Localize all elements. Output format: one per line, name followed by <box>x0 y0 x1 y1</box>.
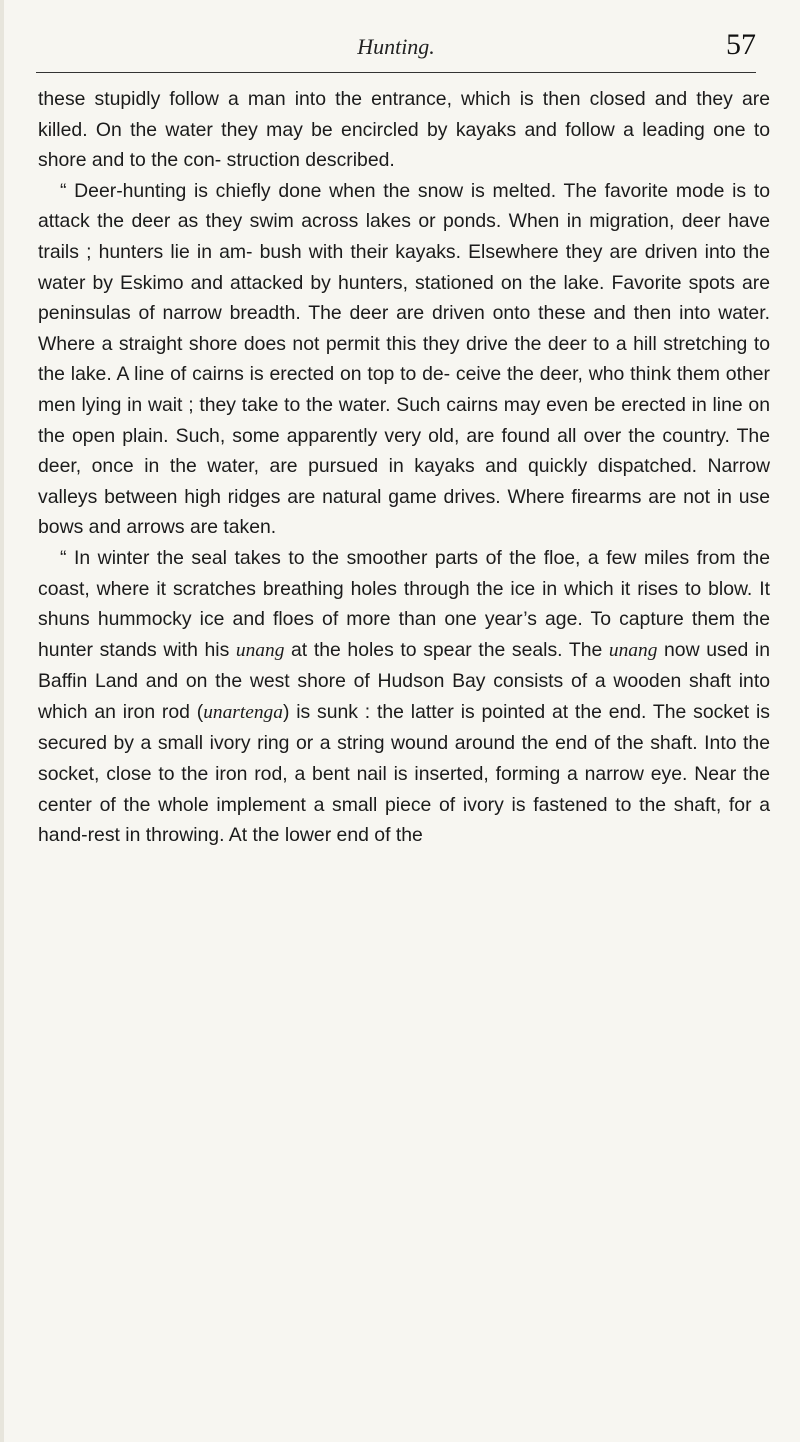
paragraph-text: now used in Baffin Land and on the west shore of Hudson Bay consists of a wooden shaft into which an iron rod ( <box>38 638 770 723</box>
term-unartenga: unartenga <box>203 701 283 723</box>
paragraph-text: “ In winter the seal takes to the smoother parts of the floe, a few miles from the coast, where it scratches breathing holes through the ice in which it rises to blow. It shuns hummocky ice and floes of more than one year’s age. To capture them the hunter stands with his <box>38 546 770 661</box>
paragraph-deer-hunting <box>38 176 770 543</box>
page-edge-shadow <box>0 0 4 1442</box>
running-head-title: Hunting. <box>357 34 435 59</box>
paragraph-seal-hunting <box>38 543 770 851</box>
header-rule <box>36 72 756 73</box>
paragraph-text: “ Deer-hunting is chiefly done when the snow is melted. The favorite mode is to attack the deer as they swim across lakes or ponds. When in migration, deer have trails ; hunters lie in am- bush with their kayaks. Elsewhere they are driven into the water by Eskimo and attacked by hunters, stationed on the lake. Favorite spots are peninsulas of narrow breadth. The deer are driven onto these and then into water. Where a straight shore does not permit this they drive the deer to a hill stretching to the lake. A line of cairns is erected on top to de- ceive the deer, who think them other men lying in wait ; they take to the water. Such cairns may even be erected in line on the open plain. Such, some apparently very old, are found all over the country. The deer, once in the water, are pursued in kayaks and quickly dispatched. Narrow valleys between high ridges are natural game drives. Where firearms are not in use bows and arrows are taken. <box>38 179 770 539</box>
running-head <box>36 28 756 76</box>
paragraph-text: these stupidly follow a man into the entrance, which is then closed and they are killed. On the water they may be encircled by kayaks and follow a leading one to shore and to the con- struction described. <box>38 88 770 172</box>
term-unang: unang <box>608 639 658 661</box>
paragraph-text: at the holes to spear the seals. The <box>284 638 609 661</box>
page-number: 57 <box>726 28 756 61</box>
paragraph-continuation <box>38 84 770 176</box>
term-unang: unang <box>235 639 285 661</box>
paragraph-text: ) is sunk : the latter is pointed at the end. The socket is secured by a small ivory ring or a string wound around the end of the shaft. Into the socket, close to the iron rod, a bent nail is inserted, forming a narrow eye. Near the center of the whole implement a small piece of ivory is fastened to the shaft, for a hand-rest in throwing. At the lower end of the <box>38 700 770 847</box>
body-text <box>38 84 770 851</box>
